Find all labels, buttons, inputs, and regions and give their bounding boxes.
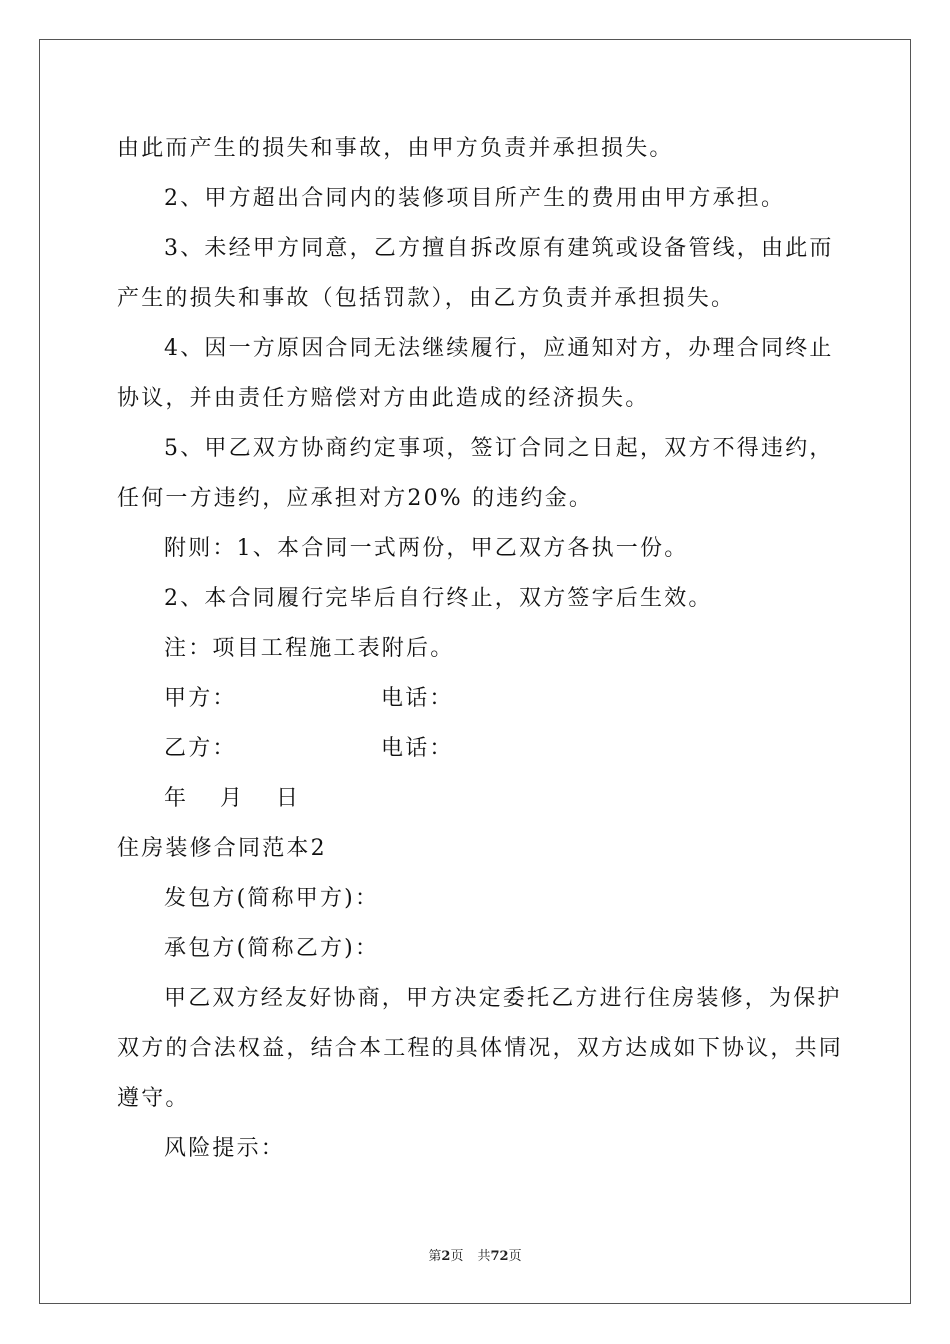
risk-heading: 风险提示： <box>164 1136 286 1161</box>
paragraph-line: 2、甲方超出合同内的装修项目所产生的费用由甲方承担。 <box>164 186 786 211</box>
footer-prefix: 第 <box>428 1249 442 1264</box>
intro-line: 双方的合法权益，结合本工程的具体情况，双方达成如下协议，共同 <box>117 1036 844 1061</box>
paragraph-line: 4、因一方原因合同无法继续履行，应通知对方，办理合同终止 <box>164 336 834 361</box>
phone-b-label: 电话： <box>381 736 454 761</box>
paragraph-line: 3、未经甲方同意，乙方擅自拆改原有建筑或设备管线，由此而 <box>164 236 834 261</box>
paragraph-line: 任何一方违约，应承担对方20% 的违约金。 <box>117 486 594 511</box>
employer-line: 发包方(简称甲方)： <box>164 886 380 911</box>
intro-line: 遵守。 <box>117 1086 190 1111</box>
party-a-label: 甲方： <box>164 686 237 711</box>
footer-page-number: 2 <box>441 1249 451 1264</box>
footer-total-pages: 72 <box>490 1249 509 1264</box>
footer-total-prefix: 共 <box>477 1249 491 1264</box>
paragraph-line: 注：项目工程施工表附后。 <box>164 636 455 661</box>
paragraph-line: 5、甲乙双方协商约定事项，签订合同之日起，双方不得违约， <box>164 436 834 461</box>
section-title: 住房装修合同范本2 <box>117 836 327 861</box>
phone-a-label: 电话： <box>381 686 454 711</box>
paragraph-line: 由此而产生的损失和事故，由甲方负责并承担损失。 <box>117 136 674 161</box>
paragraph-line: 产生的损失和事故（包括罚款），由乙方负责并承担损失。 <box>117 286 736 311</box>
footer-total-suffix: 页 <box>508 1249 522 1264</box>
footer-page-suffix: 页 <box>450 1249 464 1264</box>
intro-line: 甲乙双方经友好协商，甲方决定委托乙方进行住房装修，为保护 <box>164 986 842 1011</box>
page-footer <box>0 1248 950 1266</box>
date-line: 年 月 日 <box>164 786 305 811</box>
paragraph-line: 附则：1、本合同一式两份，甲乙双方各执一份。 <box>164 536 689 561</box>
page-border <box>39 39 911 1304</box>
paragraph-line: 协议，并由责任方赔偿对方由此造成的经济损失。 <box>117 386 650 411</box>
paragraph-line: 2、本合同履行完毕后自行终止，双方签字后生效。 <box>164 586 713 611</box>
party-b-label: 乙方： <box>164 736 237 761</box>
contractor-line: 承包方(简称乙方)： <box>164 936 380 961</box>
